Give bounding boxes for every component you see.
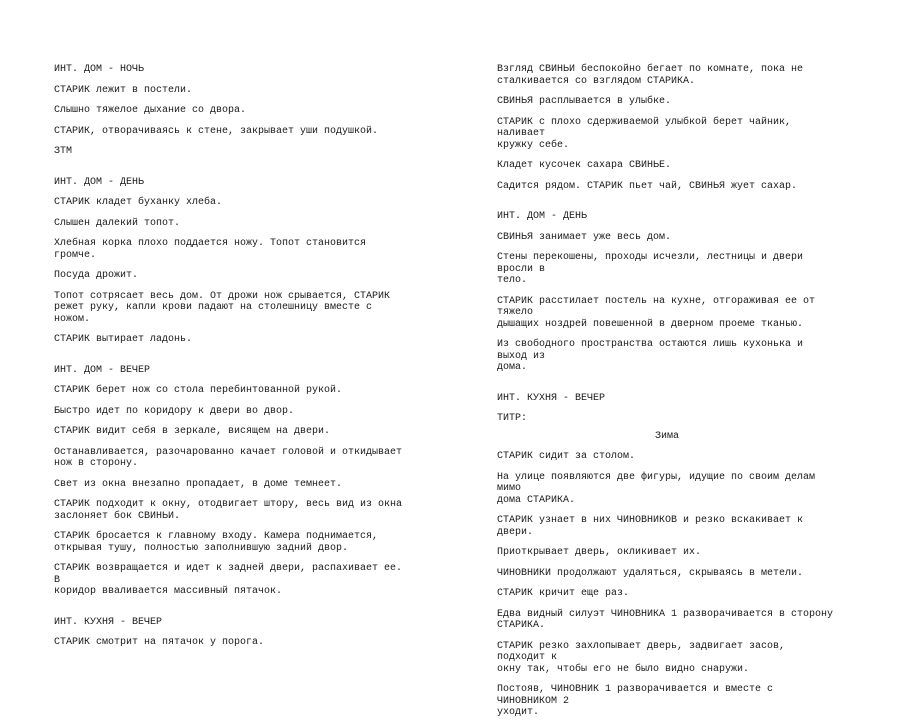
action-line: Слышен далекий топот. xyxy=(54,217,181,229)
action-line: СВИНЬЯ расплывается в улыбке. xyxy=(497,96,672,107)
action-line: СТАРИК кричит еще раз. xyxy=(497,588,630,599)
action-line: СТАРИК вытирает ладонь. xyxy=(54,334,193,345)
action-line: СТАРИК, отворачиваясь к стене, закрывает уши подушкой. xyxy=(54,125,379,137)
action-line: СТАРИК расстилает постель на кухне, отгораживая ее от тяжело дышащих ноздрей повешенной в дверном проеме тканью. xyxy=(497,295,816,330)
scene-heading: ИНТ. ДОМ - ВЕЧЕР xyxy=(54,364,151,376)
action-line: ЗТМ xyxy=(54,146,73,157)
action-line: СТАРИК лежит в постели. xyxy=(54,84,193,96)
action-line: Свет из окна внезапно пропадает, в доме темнеет. xyxy=(54,478,343,490)
action-line: СТАРИК берет нож со стола перебинтованной рукой. xyxy=(54,385,343,396)
action-line: Постояв, ЧИНОВНИК 1 разворачивается и вместе с ЧИНОВНИКОМ 2 уходит. xyxy=(497,684,774,718)
action-line: ТИТР: xyxy=(497,413,528,424)
action-line: ЧИНОВНИКИ продолжают удаляться, скрываясь в метели. xyxy=(497,567,804,579)
scene-heading: ИНТ. КУХНЯ - ВЕЧЕР xyxy=(54,616,163,628)
action-line: СТАРИК сидит за столом. xyxy=(497,451,636,462)
scene-heading: ИНТ. ДОМ - НОЧЬ xyxy=(54,64,145,75)
action-line: СВИНЬЯ занимает уже весь дом. xyxy=(497,231,672,243)
action-line: Быстро идет по коридору к двери во двор. xyxy=(54,405,295,417)
action-line: Приоткрывает дверь, окликивает их. xyxy=(497,547,702,558)
scene-heading: ИНТ. ДОМ - ДЕНЬ xyxy=(497,211,588,222)
action-line: Посуда дрожит. xyxy=(54,270,139,281)
action-line: СТАРИК видит себя в зеркале, висящем на двери. xyxy=(54,426,331,437)
scene-heading: ИНТ. ДОМ - ДЕНЬ xyxy=(54,176,145,188)
action-line: СТАРИК бросается к главному входу. Камера поднимается, открывая тушу, полностью заполнившую задний двор. xyxy=(54,531,379,554)
action-line: Из свободного пространства остаются лишь кухонька и выход из дома. xyxy=(497,339,804,373)
action-line: Хлебная корка плохо поддается ножу. Топот становится громче. xyxy=(54,238,367,261)
action-line: СТАРИК смотрит на пятачок у порога. xyxy=(54,637,265,648)
action-line: Останавливается, разочарованно качает головой и откидывает нож в сторону. xyxy=(54,446,403,469)
right-page xyxy=(497,64,837,728)
title-card-text: Зима xyxy=(654,430,679,442)
left-page xyxy=(54,64,404,658)
action-line: СТАРИК возвращается и идет к задней двери, распахивает ее. В коридор вваливается массивный пятачок. xyxy=(54,563,403,597)
action-line: СТАРИК кладет буханку хлеба. xyxy=(54,197,223,208)
action-line: Едва видный силуэт ЧИНОВНИКА 1 разворачивается в сторону СТАРИКА. xyxy=(497,608,834,631)
scene-heading: ИНТ. КУХНЯ - ВЕЧЕР xyxy=(497,392,606,404)
action-line: Стены перекошены, проходы исчезли, лестницы и двери вросли в тело. xyxy=(497,252,804,286)
action-line: Топот сотрясает весь дом. От дрожи нож срывается, СТАРИК режет руку, капли крови падают на столешницу вместе с ножом. xyxy=(54,290,391,325)
action-line: СТАРИК резко захлопывает дверь, задвигает засов, подходит к окну так, чтобы его не было видно снаружи. xyxy=(497,640,786,675)
action-line: На улице появляются две фигуры, идущие по своим делам мимо дома СТАРИКА. xyxy=(497,471,816,506)
action-line: СТАРИК подходит к окну, отодвигает штору, весь вид из окна заслоняет бок СВИНЬИ. xyxy=(54,499,403,522)
action-line: СТАРИК с плохо сдерживаемой улыбкой берет чайник, наливает кружку себе. xyxy=(497,116,792,151)
action-line: Кладет кусочек сахара СВИНЬЕ. xyxy=(497,160,672,171)
action-line: Слышно тяжелое дыхание со двора. xyxy=(54,105,247,116)
action-line: Взгляд СВИНЬИ беспокойно бегает по комнате, пока не сталкивается со взглядом СТАРИКА. xyxy=(497,64,804,87)
action-line: СТАРИК узнает в них ЧИНОВНИКОВ и резко вскакивает к двери. xyxy=(497,515,804,538)
action-line: Садится рядом. СТАРИК пьет чай, СВИНЬЯ жует сахар. xyxy=(497,180,798,192)
